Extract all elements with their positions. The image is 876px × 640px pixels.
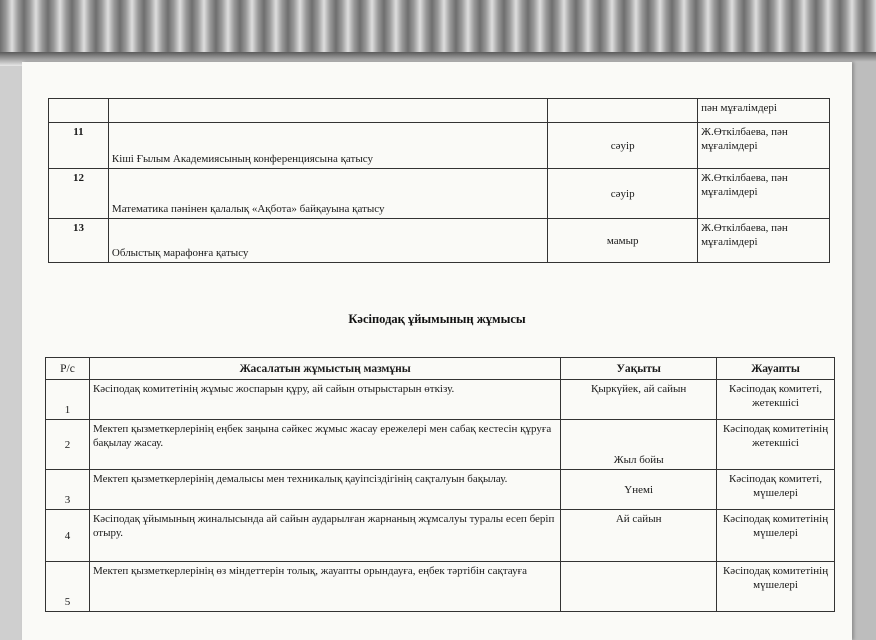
row-responsible: Кәсіподақ комитетінің мүшелері: [717, 510, 835, 562]
row-time: Ай сайын: [561, 510, 717, 562]
row-time: сәуір: [548, 169, 698, 219]
row-number: [49, 99, 109, 123]
row-responsible: Кәсіподақ комитетінің жетекшісі: [717, 420, 835, 470]
table-row: [49, 219, 830, 263]
row-time: [548, 99, 698, 123]
row-content: Мектеп қызметкерлерінің өз міндеттерін толық, жауапты орындауға, еңбек тәртібін сақтауға: [89, 562, 560, 612]
header-content: Жасалатын жұмыстың мазмұны: [89, 358, 560, 380]
row-number: 12: [49, 169, 109, 219]
row-content: [108, 99, 547, 123]
table-row: [46, 420, 835, 470]
row-content: Мектеп қызметкерлерінің еңбек заңына сәйкес жұмыс жасау ережелері мен сабақ кестесін құруға бақылау жасау.: [89, 420, 560, 470]
row-number: 1: [46, 380, 90, 420]
row-time: [561, 562, 717, 612]
row-time: Қыркүйек, ай сайын: [561, 380, 717, 420]
table-row: [46, 380, 835, 420]
row-content: Кәсіподақ ұйымының жиналысында ай сайын аударылған жарнаның жұмсалуы туралы есеп беріп отыру.: [89, 510, 560, 562]
section-title: Кәсіподақ ұйымының жұмысы: [348, 312, 526, 326]
page-edge: [852, 62, 876, 640]
row-number: 2: [46, 420, 90, 470]
row-responsible: Ж.Өткілбаева, пән мұғалімдері: [698, 219, 830, 263]
table-row: [46, 510, 835, 562]
table-header-row: [46, 358, 835, 380]
row-time: мамыр: [548, 219, 698, 263]
table-row: [49, 169, 830, 219]
row-time: сәуір: [548, 123, 698, 169]
header-time: Уақыты: [561, 358, 717, 380]
row-responsible: Ж.Өткілбаева, пән мұғалімдері: [698, 169, 830, 219]
row-responsible: Ж.Өткілбаева, пән мұғалімдері: [698, 123, 830, 169]
table-row: [49, 99, 830, 123]
events-table: [48, 98, 830, 263]
row-time: Жыл бойы: [561, 420, 717, 470]
document-page: [22, 62, 852, 640]
union-work-table: [45, 357, 835, 612]
row-number: 13: [49, 219, 109, 263]
row-responsible: пән мұғалімдері: [698, 99, 830, 123]
table-row: [46, 470, 835, 510]
row-responsible: Кәсіподақ комитеті, мүшелері: [717, 470, 835, 510]
row-content: Облыстық марафонға қатысу: [108, 219, 547, 263]
row-content: Кәсіподақ комитетінің жұмыс жоспарын құру, ай сайын отырыстарын өткізу.: [89, 380, 560, 420]
row-content: Кіші Ғылым Академиясының конференциясына қатысу: [108, 123, 547, 169]
row-number: 4: [46, 510, 90, 562]
row-number: 5: [46, 562, 90, 612]
header-responsible: Жауапты: [717, 358, 835, 380]
row-responsible: Кәсіподақ комитетінің мүшелері: [717, 562, 835, 612]
row-content: Мектеп қызметкерлерінің демалысы мен техникалық қауіпсіздігінің сақталуын бақылау.: [89, 470, 560, 510]
header-number: Р/с: [46, 358, 90, 380]
row-time: Үнемі: [561, 470, 717, 510]
table-row: [46, 562, 835, 612]
row-number: 11: [49, 123, 109, 169]
table-row: [49, 123, 830, 169]
row-content: Математика пәнінен қалалық «Ақбота» байқауына қатысу: [108, 169, 547, 219]
row-responsible: Кәсіподақ комитеті, жетекшісі: [717, 380, 835, 420]
row-number: 3: [46, 470, 90, 510]
